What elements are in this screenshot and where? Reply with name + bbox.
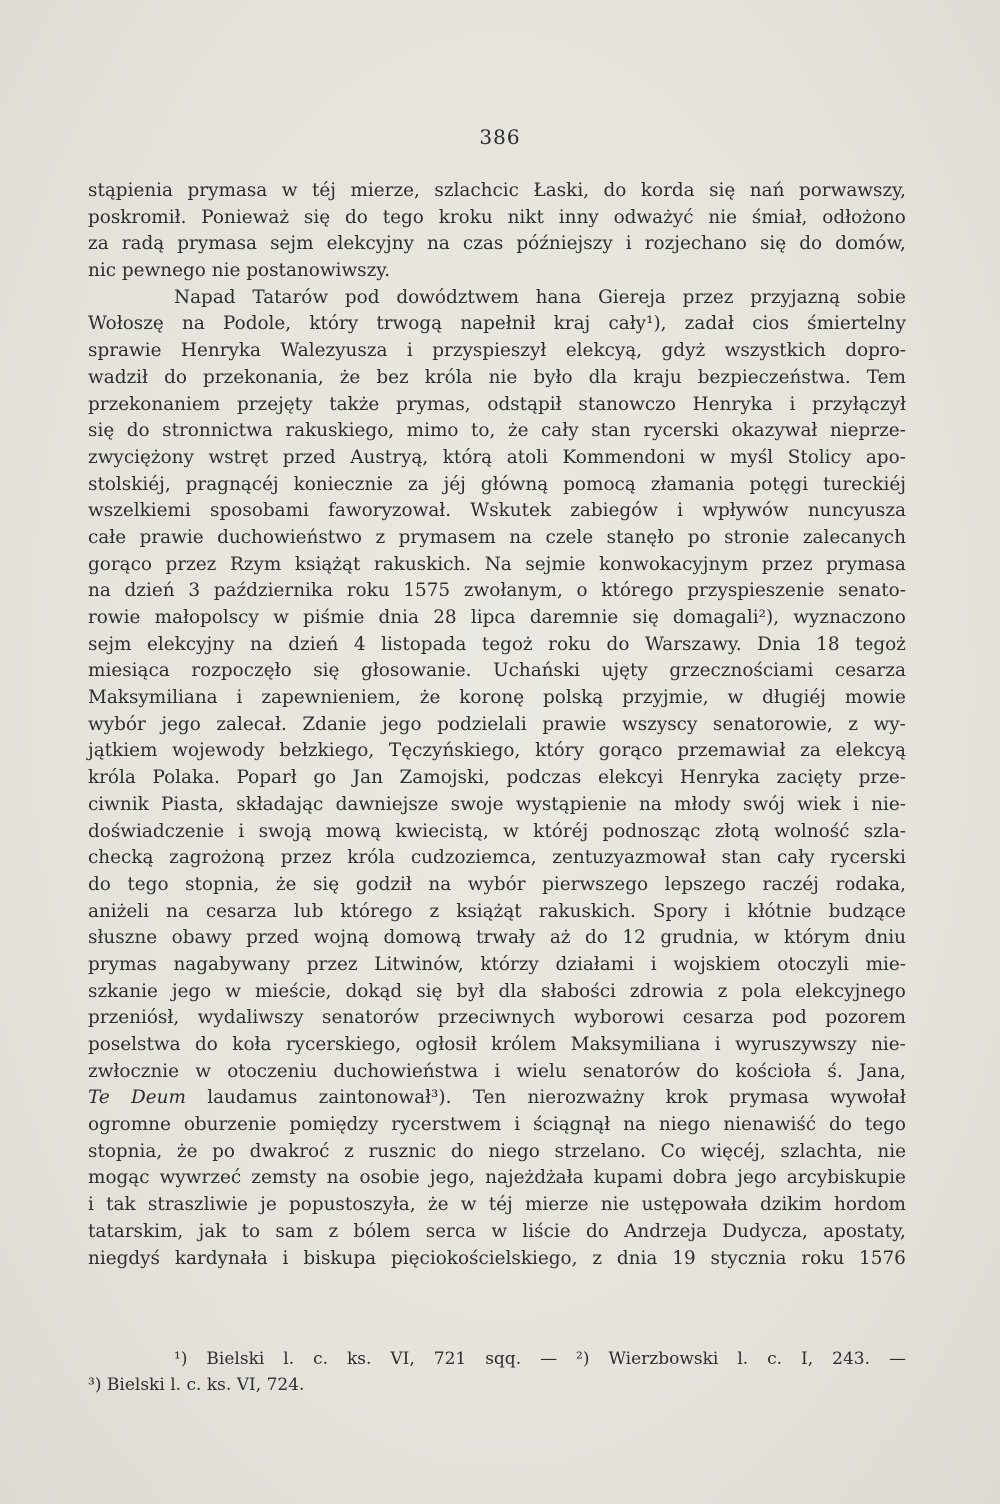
text-line: poselstwa do koła rycerskiego, ogłosił królem Maksymiliana i wyruszywszy nie-: [88, 1034, 906, 1055]
text-line: się do stronnictwa rakuskiego, mimo to, że cały stan rycerski okazywał nieprze-: [88, 420, 906, 442]
text-line: stąpienia prymasa w téj mierze, szlachcic Łaski, do korda się nań porwawszy,: [88, 180, 906, 201]
text-line: miesiąca rozpoczęło się głosowanie. Uchański ujęty grzecznościami cesarza: [88, 660, 906, 682]
text-line: przeniósł, wydaliwszy senatorów przeciwnych wyborowi cesarza pod pozorem: [88, 1007, 906, 1029]
text-line: sejm elekcyjny na dzień 4 listopada tegoż roku do Warszawy. Dnia 18 tegoż: [88, 633, 906, 655]
text-line: całe prawie duchowieństwo z prymasem na czele stanęło po stronie zalecanych: [88, 526, 906, 548]
text-line: Napad Tatarów pod dowództwem hana Giereja przez przyjazną sobie: [174, 286, 906, 308]
text-line: za radą prymasa sejm elekcyjny na czas późniejszy i rozjechano się do domów,: [88, 233, 906, 255]
text-line: słuszne obawy przed wojną domową trwały aż do 12 grudnia, w którym dniu: [88, 927, 906, 949]
text-line: wadził do przekonania, że bez króla nie było dla kraju bezpieczeństwa. Tem: [88, 366, 906, 388]
text-line: stopnia, że po dwakroć z rusznic do niego strzelano. Co więcéj, szlachta, nie: [88, 1140, 906, 1162]
footnote-line: ¹) Bielski l. c. ks. VI, 721 sqq. — ²) Wierzbowski l. c. I, 243. —: [174, 1349, 906, 1369]
body-text: [88, 178, 906, 1272]
text-line: przekonaniem przejęty także prymas, odstąpił stanowczo Henryka i przyłączył: [88, 393, 906, 415]
text-line: wszelkiemi sposobami faworyzował. Wskutek zabiegów i wpływów nuncyusza: [88, 500, 906, 522]
text-line: mogąc wywrzeć zemsty na osobie jego, najeżdżała kupami dobra jego arcybiskupie: [88, 1167, 906, 1189]
text-line: ciwnik Piasta, składając dawniejsze swoje wystąpienie na młody swój wiek i nie-: [88, 793, 906, 815]
text-line: Maksymiliana i zapewnieniem, że koronę polską przyjmie, w długiéj mowie: [88, 687, 906, 709]
text-line: Wołoszę na Podole, który trwogą napełnił kraj cały¹), zadał cios śmiertelny: [88, 313, 906, 335]
text-line: króla Polaka. Poparł go Jan Zamojski, podczas elekcyi Henryka zacięty prze-: [88, 767, 906, 789]
footnotes: [88, 1346, 906, 1398]
text-line: prymas nagabywany przez Litwinów, którzy działami i wojskiem otoczyli mie-: [88, 953, 906, 975]
text-line: poskromił. Ponieważ się do tego kroku nikt inny odważyć nie śmiał, odłożono: [88, 206, 906, 228]
text-line: sprawie Henryka Walezyusza i przyspieszył elekcyą, gdyż wszystkich dopro-: [88, 340, 906, 362]
text-line: zwyciężony wstręt przed Austryą, którą atoli Kommendoni w myśl Stolicy apo-: [88, 446, 906, 468]
text-line: checką zagrożoną przez króla cudzoziemca, zentuzyazmował stan cały rycerski: [88, 847, 906, 869]
text-line: aniżeli na cesarza lub którego z książąt rakuskich. Spory i kłótnie budzące: [88, 900, 906, 922]
text-line: doświadczenie i swoją mową kwiecistą, w któréj podnosząc złotą wolność szla-: [88, 820, 906, 842]
text-line: rowie małopolscy w piśmie dnia 28 lipca daremnie się domagali²), wyznaczono: [88, 607, 906, 628]
page-number: 386: [479, 125, 521, 149]
text-line: do tego stopnia, że się godził na wybór pierwszego lepszego raczéj rodaka,: [88, 873, 906, 895]
text-line: Te Deum laudamus zaintonował³). Ten nierozważny krok prymasa wywołał: [88, 1087, 906, 1109]
text-line: tatarskim, jak to sam z bólem serca w liście do Andrzeja Dudycza, apostaty,: [88, 1220, 906, 1242]
text-line: jątkiem wojewody bełzkiego, Tęczyńskiego, który gorąco przemawiał za elekcyą: [88, 740, 906, 762]
text-line: nic pewnego nie postanowiwszy.: [88, 260, 391, 282]
text-line: niegdyś kardynała i biskupa pięciokościelskiego, z dnia 19 stycznia roku 1576: [88, 1247, 906, 1269]
text-line: ogromne oburzenie pomiędzy rycerstwem i ściągnął na niego nienawiść do tego: [88, 1114, 906, 1136]
text-line: szkanie jego w mieście, dokąd się był dla słabości zdrowia z pola elekcyjnego: [88, 980, 906, 1002]
text-line: i tak straszliwie je popustoszyła, że w téj mierze nie ustępowała dzikim hordom: [88, 1194, 906, 1216]
text-line: wybór jego zalecał. Zdanie jego podzielali prawie wszyscy senatorowie, z wy-: [88, 713, 906, 735]
text-line: stolskiéj, pragnącéj koniecznie za jéj główną pomocą złamania potęgi tureckiéj: [88, 473, 906, 495]
text-line: gorąco przez Rzym książąt rakuskich. Na sejmie konwokacyjnym przez prymasa: [88, 553, 906, 575]
text-line: na dzień 3 października roku 1575 zwołanym, o którego przyspieszenie senato-: [88, 580, 906, 602]
text-line: zwłocznie w otoczeniu duchowieństwa i wielu senatorów do kościoła ś. Jana,: [88, 1060, 906, 1082]
footnote-line: ³) Bielski l. c. ks. VI, 724.: [88, 1375, 305, 1395]
